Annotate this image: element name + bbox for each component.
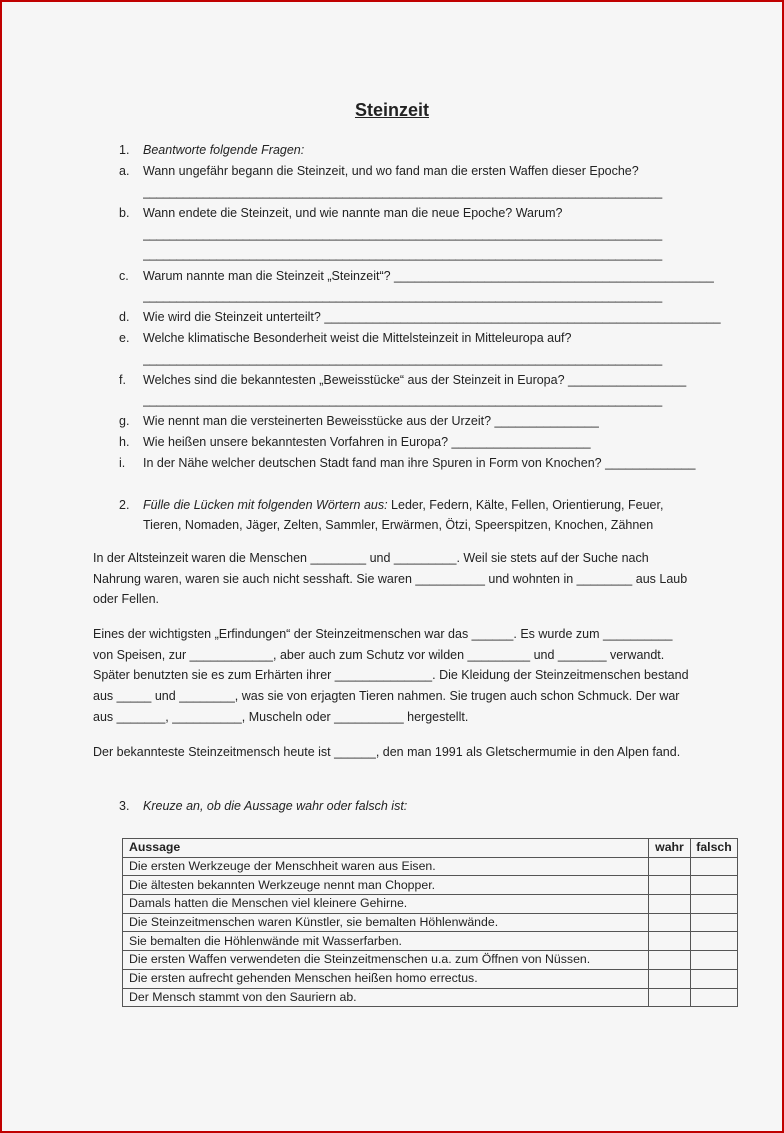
table-row (123, 913, 738, 932)
column-header-falsch: falsch (691, 839, 738, 858)
cloze-line: oder Fellen. (93, 592, 160, 607)
cloze-line: aus _______, __________, Muscheln oder __________ hergestellt. (93, 709, 469, 724)
section-1-heading: Beantworte folgende Fragen: (143, 143, 305, 157)
wahr-checkbox-cell[interactable] (649, 932, 691, 951)
table-row (123, 876, 738, 895)
section-1-number: 1. (119, 143, 130, 157)
section-2-number: 2. (119, 498, 130, 512)
section-3-heading: Kreuze an, ob die Aussage wahr oder falsch ist: (143, 799, 408, 813)
question-a-letter: a. (119, 164, 130, 178)
answer-line[interactable]: ______________________________________________________________________________ (143, 352, 662, 366)
falsch-checkbox-cell[interactable] (691, 876, 738, 895)
question-h-text: Wie heißen unsere bekanntesten Vorfahren in Europa? ____________________ (143, 435, 591, 449)
table-row (123, 895, 738, 914)
question-e-text: Welche klimatische Besonderheit weist die Mittelsteinzeit in Mitteleuropa auf? (143, 331, 572, 345)
table-row (123, 951, 738, 970)
answer-line[interactable]: ______________________________________________________________________________ (143, 393, 662, 407)
cloze-paragraph-2 (93, 624, 733, 728)
section-2-heading-line (143, 498, 663, 512)
falsch-checkbox-cell[interactable] (691, 857, 738, 876)
falsch-checkbox-cell[interactable] (691, 988, 738, 1007)
cloze-line: Eines der wichtigsten „Erfindungen“ der Steinzeitmenschen war das ______. Es wurde zum __________ (93, 627, 673, 641)
statement-cell: Der Mensch stammt von den Sauriern ab. (123, 988, 649, 1007)
question-c-letter: c. (119, 269, 129, 283)
table-row (123, 969, 738, 988)
falsch-checkbox-cell[interactable] (691, 895, 738, 914)
page-title: Steinzeit (354, 100, 429, 120)
statement-cell: Die ersten Waffen verwendeten die Steinzeitmenschen u.a. zum Öffnen von Nüssen. (123, 951, 649, 970)
wahr-checkbox-cell[interactable] (649, 857, 691, 876)
cloze-line: In der Altsteinzeit waren die Menschen ________ und _________. Weil sie stets auf der Suche nach (93, 551, 649, 565)
section-3-number: 3. (119, 799, 130, 813)
cloze-line: Später benutzten sie es zum Erhärten ihrer ______________. Die Kleidung der Steinzeitmenschen bestand (93, 668, 689, 683)
falsch-checkbox-cell[interactable] (691, 913, 738, 932)
answer-line[interactable]: ______________________________________________________________________________ (143, 247, 662, 261)
question-h-letter: h. (119, 435, 130, 449)
question-d-text: Wie wird die Steinzeit unterteilt? _________________________________________________________ (143, 310, 721, 324)
question-c-text: Warum nannte man die Steinzeit „Steinzeit“? ______________________________________________ (143, 269, 714, 283)
table-row (123, 932, 738, 951)
question-i-letter: i. (119, 456, 126, 470)
statement-cell: Die ersten aufrecht gehenden Menschen heißen homo errectus. (123, 969, 649, 988)
cloze-line: Der bekannteste Steinzeitmensch heute ist ______, den man 1991 als Gletschermumie in den Alpen fand. (93, 745, 681, 759)
statement-cell: Damals hatten die Menschen viel kleinere Gehirne. (123, 895, 649, 914)
statement-cell: Die ersten Werkzeuge der Menschheit waren aus Eisen. (123, 857, 649, 876)
wahr-checkbox-cell[interactable] (649, 988, 691, 1007)
answer-line[interactable]: ______________________________________________________________________________ (143, 185, 662, 199)
question-e-letter: e. (119, 331, 130, 345)
question-b-letter: b. (119, 206, 130, 220)
wahr-checkbox-cell[interactable] (649, 895, 691, 914)
wahr-checkbox-cell[interactable] (649, 951, 691, 970)
falsch-checkbox-cell[interactable] (691, 951, 738, 970)
cloze-paragraph-1 (93, 548, 733, 610)
table-row (123, 988, 738, 1007)
statement-cell: Die ältesten bekannten Werkzeuge nennt man Chopper. (123, 876, 649, 895)
statement-cell: Die Steinzeitmenschen waren Künstler, sie bemalten Höhlenwände. (123, 913, 649, 932)
true-false-table (122, 838, 738, 1007)
wahr-checkbox-cell[interactable] (649, 969, 691, 988)
column-header-wahr: wahr (649, 839, 691, 858)
question-b-text: Wann endete die Steinzeit, und wie nannte man die neue Epoche? Warum? (143, 206, 563, 220)
answer-line[interactable]: ______________________________________________________________________________ (143, 227, 662, 241)
question-f-text: Welches sind die bekanntesten „Beweisstücke“ aus der Steinzeit in Europa? _________________ (143, 373, 687, 387)
falsch-checkbox-cell[interactable] (691, 969, 738, 988)
cloze-line: von Speisen, zur ____________, aber auch zum Schutz vor wilden _________ und _______ verwandt. (93, 647, 665, 662)
answer-line[interactable]: ______________________________________________________________________________ (143, 289, 662, 303)
statement-cell: Sie bemalten die Höhlenwände mit Wasserfarben. (123, 932, 649, 951)
question-f-letter: f. (119, 373, 126, 387)
section-2-heading: Fülle die Lücken mit folgenden Wörtern aus: (143, 498, 388, 512)
cloze-line: Nahrung waren, waren sie auch nicht sesshaft. Sie waren __________ und wohnten in ________ aus Laub (93, 571, 688, 586)
question-i-text: In der Nähe welcher deutschen Stadt fand man ihre Spuren in Form von Knochen? _____________ (143, 456, 696, 470)
column-header-aussage: Aussage (123, 839, 649, 858)
question-a-text: Wann ungefähr begann die Steinzeit, und wo fand man die ersten Waffen dieser Epoche? (143, 164, 639, 178)
falsch-checkbox-cell[interactable] (691, 932, 738, 951)
table-row (123, 857, 738, 876)
cloze-paragraph-3 (93, 742, 733, 763)
wahr-checkbox-cell[interactable] (649, 913, 691, 932)
table-header-row (123, 839, 738, 858)
word-bank-line-1: Leder, Federn, Kälte, Fellen, Orientierung, Feuer, (387, 498, 664, 512)
question-g-text: Wie nennt man die versteinerten Beweisstücke aus der Urzeit? _______________ (143, 414, 599, 428)
wahr-checkbox-cell[interactable] (649, 876, 691, 895)
question-g-letter: g. (119, 414, 130, 428)
cloze-line: aus _____ und ________, was sie von erjagten Tieren nahmen. Sie trugen auch schon Schmuck. Der war (93, 689, 680, 704)
word-bank-line-2: Tieren, Nomaden, Jäger, Zelten, Sammler, Erwärmen, Ötzi, Speerspitzen, Knochen, Zähnen (143, 518, 654, 532)
question-d-letter: d. (119, 310, 130, 324)
